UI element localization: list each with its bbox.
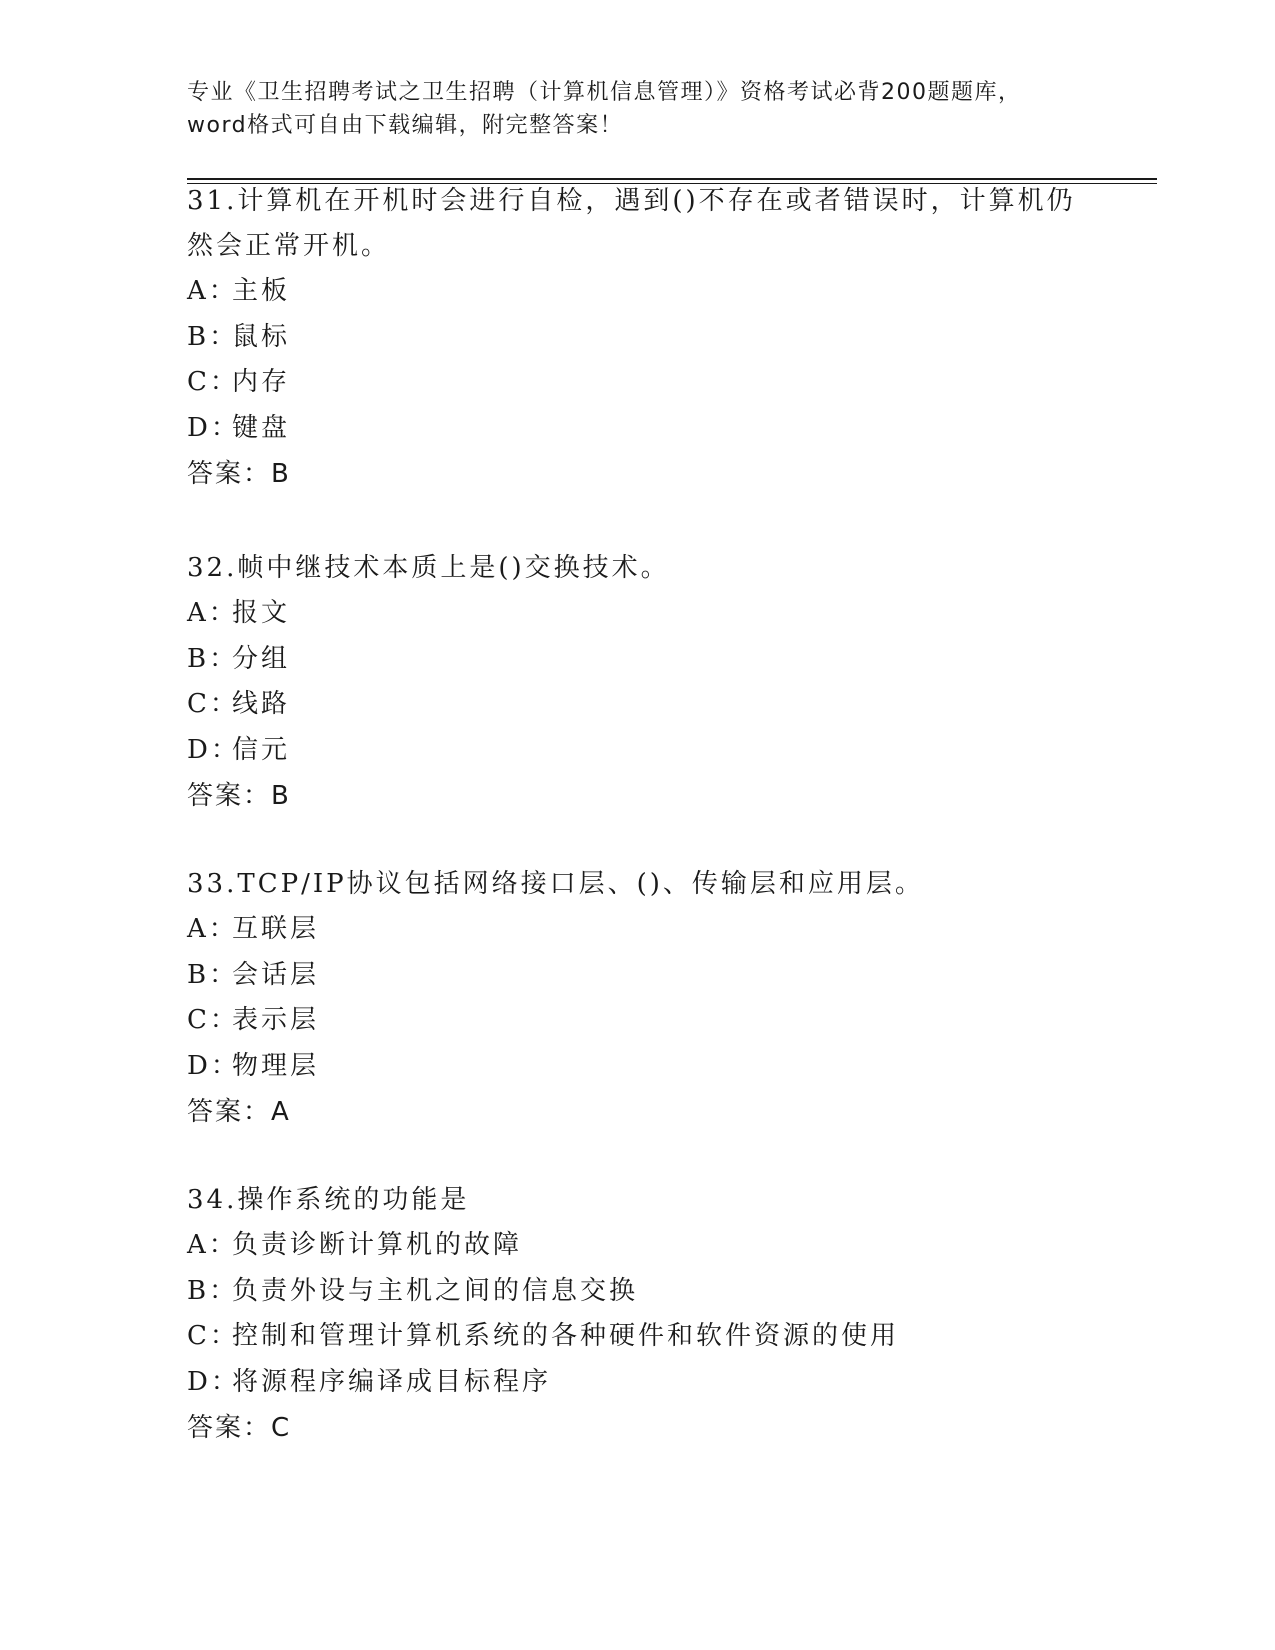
option-c — [187, 998, 1157, 1044]
option-letter: C： — [187, 1005, 239, 1035]
option-c — [187, 360, 1157, 406]
question-stem-line: 33.TCP/IP协议包括网络接口层、()、传输层和应用层。 — [187, 869, 924, 899]
option-letter: B： — [187, 321, 239, 352]
option-letter: D： — [187, 1050, 240, 1081]
option-a — [187, 907, 1157, 953]
option-letter: B： — [187, 959, 239, 990]
question-32 — [187, 546, 1157, 819]
option-b — [187, 1269, 1157, 1315]
option-letter: B： — [187, 1275, 239, 1306]
option-text: 线路 — [232, 689, 291, 719]
question-stem-line: 31.计算机在开机时会进行自检，遇到()不存在或者错误时，计算机仍 — [187, 186, 1076, 216]
option-text: 报文 — [232, 598, 291, 628]
option-letter: B： — [187, 643, 239, 674]
option-a — [187, 1223, 1157, 1269]
option-letter: A： — [187, 276, 238, 306]
question-stem-line: 然会正常开机。 — [187, 231, 391, 261]
answer-line: 答案：B — [187, 781, 291, 811]
answer-line: 答案：B — [187, 459, 291, 489]
option-text: 互联层 — [232, 914, 320, 944]
option-a — [187, 591, 1157, 637]
question-31 — [187, 179, 1157, 497]
option-text: 将源程序编译成目标程序 — [232, 1366, 552, 1397]
option-d — [187, 728, 1157, 774]
option-letter: A： — [187, 1230, 238, 1260]
option-d — [187, 1360, 1157, 1406]
option-d — [187, 406, 1157, 452]
question-stem — [187, 1178, 1087, 1223]
option-text: 信元 — [232, 734, 291, 765]
option-letter: C： — [187, 367, 239, 397]
option-letter: A： — [187, 598, 238, 628]
option-c — [187, 1314, 1157, 1360]
option-d — [187, 1044, 1157, 1090]
option-letter: C： — [187, 1321, 239, 1351]
option-letter: C： — [187, 689, 239, 719]
option-b — [187, 315, 1157, 361]
question-stem — [187, 546, 1087, 591]
document-page — [187, 0, 1157, 1650]
option-c — [187, 682, 1157, 728]
option-letter: D： — [187, 734, 240, 765]
option-letter: A： — [187, 914, 238, 944]
header-line-1: 专业《卫生招聘考试之卫生招聘（计算机信息管理）》资格考试必背200题题库， — [187, 80, 1022, 105]
option-b — [187, 953, 1157, 999]
question-stem-line: 34.操作系统的功能是 — [187, 1185, 470, 1215]
document-header — [187, 76, 1087, 142]
question-stem — [187, 179, 1087, 269]
option-text: 表示层 — [232, 1005, 320, 1035]
question-33 — [187, 862, 1157, 1135]
option-b — [187, 637, 1157, 683]
question-34 — [187, 1178, 1157, 1451]
option-text: 物理层 — [232, 1050, 320, 1081]
option-text: 内存 — [232, 367, 291, 397]
answer-line: 答案：A — [187, 1097, 291, 1127]
option-text: 负责诊断计算机的故障 — [232, 1230, 523, 1260]
answer-line: 答案：C — [187, 1413, 292, 1443]
option-text: 键盘 — [232, 412, 291, 443]
header-line-2: word格式可自由下载编辑，附完整答案！ — [187, 113, 624, 138]
option-text: 会话层 — [232, 959, 320, 990]
question-stem-line: 32.帧中继技术本质上是()交换技术。 — [187, 553, 670, 583]
option-a — [187, 269, 1157, 315]
option-letter: D： — [187, 412, 240, 443]
option-text: 分组 — [232, 643, 291, 674]
option-text: 主板 — [232, 276, 291, 306]
question-stem — [187, 862, 1087, 907]
option-text: 鼠标 — [232, 321, 291, 352]
option-letter: D： — [187, 1366, 240, 1397]
option-text: 负责外设与主机之间的信息交换 — [232, 1275, 639, 1306]
option-text: 控制和管理计算机系统的各种硬件和软件资源的使用 — [232, 1321, 900, 1351]
